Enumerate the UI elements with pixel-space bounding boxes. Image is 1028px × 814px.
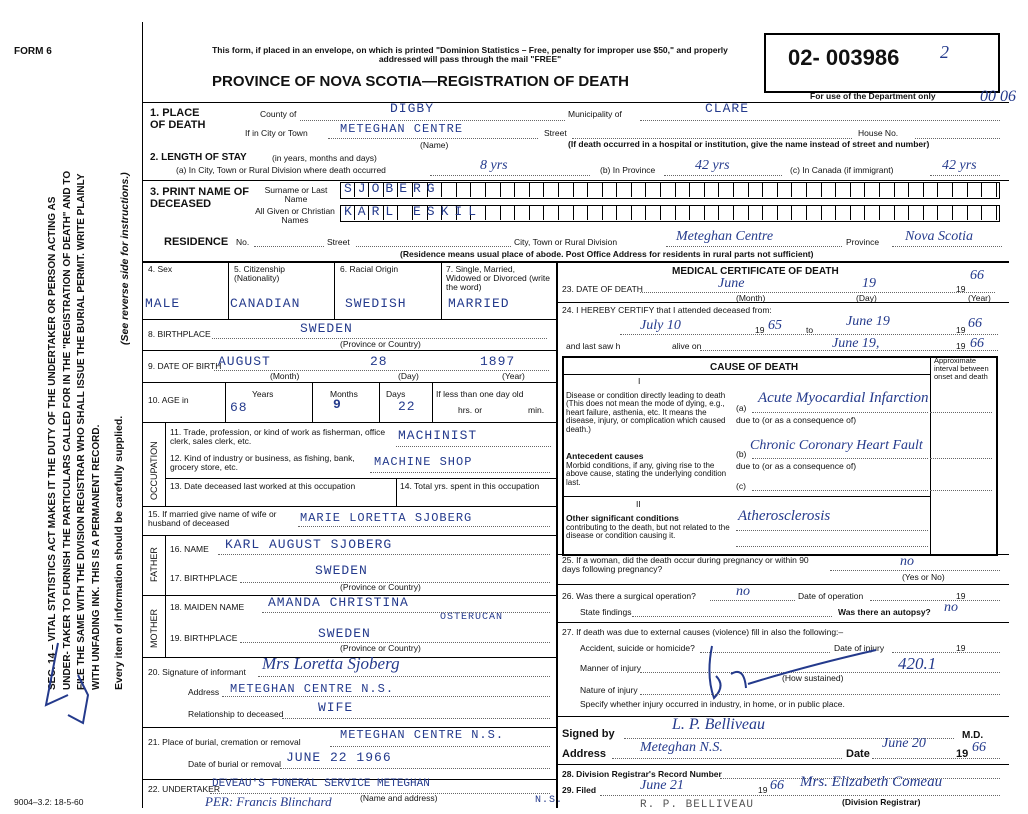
certificate-date-label: Date <box>846 748 870 760</box>
age-less-day-label: If less than one day old <box>436 389 524 399</box>
death-day: 19 <box>862 276 876 291</box>
undertaker-label: 22. UNDERTAKER <box>148 784 220 794</box>
father-birthplace-caption: (Province or Country) <box>340 582 421 592</box>
age-years-value: 68 <box>230 400 248 415</box>
record-number-label: 28. Division Registrar's Record Number <box>562 769 722 779</box>
surgical-operation-label: 26. Was there a surgical operation? <box>562 591 696 601</box>
age-months-value: 9 <box>333 397 342 412</box>
supply-notice: Every item of information should be carefully supplied. <box>113 415 125 690</box>
stay-b-label: (b) In Province <box>600 165 656 175</box>
physician-address-label: Address <box>562 748 607 760</box>
city-value: METEGHAN CENTRE <box>340 122 464 136</box>
certify-label: 24. I HEREBY CERTIFY that I attended deceased from: <box>562 305 772 315</box>
antecedent-note: Morbid conditions, if any, giving rise to the above cause, stating the underlying condition last. <box>566 461 727 487</box>
hospital-note: (If death occurred in a hospital or institution, give the name instead of street and number) <box>568 139 930 149</box>
dept-codes: 00 06 <box>980 88 1016 105</box>
age-months-label: Months <box>330 389 358 399</box>
due-to-a-label: due to (or as a consequence of) <box>736 415 857 425</box>
residence-city-label: City, Town or Rural Division <box>514 237 618 247</box>
disease-label: Disease or condition directly leading to death (This does not mean the mode of dying, e.g., heart failure, asthenia, etc. It means the disease, injury, or complication which caused death.) <box>566 391 726 434</box>
dob-year: 1897 <box>480 354 516 369</box>
age-days-value: 22 <box>398 399 416 414</box>
stay-a-label: (a) In City, Town or Rural Division where death occurred <box>176 165 386 175</box>
registration-number: 02- 003986 <box>788 45 900 70</box>
relationship-label: Relationship to deceased <box>188 709 284 719</box>
due-to-b-label: due to (or as a consequence of) <box>736 461 857 471</box>
last-saw-label: and last saw h <box>566 341 621 351</box>
dept-use-label: For use of the Department only <box>810 91 936 101</box>
form-title: PROVINCE OF NOVA SCOTIA—REGISTRATION OF DEATH <box>212 73 629 90</box>
municipality-value: CLARE <box>705 101 750 116</box>
filed-label: 29. Filed <box>562 785 597 795</box>
residence-province-label: Province <box>846 237 880 247</box>
trade-label: 11. Trade, profession, or kind of work as fisherman, office clerk, sales clerk, etc. <box>170 427 386 446</box>
burial-date-value: JUNE 22 1966 <box>286 750 392 765</box>
given-names-label: All Given or Christian Names <box>255 206 335 225</box>
cause-code: 420.1 <box>898 654 937 673</box>
print-name-label: 3. PRINT NAME OF DECEASED <box>150 186 250 210</box>
racial-origin-label: 6. Racial Origin <box>340 264 399 274</box>
marital-status-value: MARRIED <box>448 296 510 311</box>
other-conditions-note: contributing to the death, but not related to the disease or condition causing it. <box>566 523 730 541</box>
alive-on-label: alive on <box>672 341 702 351</box>
stay-c-value: 42 yrs <box>942 158 977 173</box>
attend-from-year-prefix: 19 <box>755 325 765 335</box>
attend-from: July 10 <box>640 318 681 333</box>
stay-b-value: 42 yrs <box>695 158 730 173</box>
street-label: Street <box>544 128 567 138</box>
mother-maiden-value-2: OSTERUCAN <box>440 612 504 623</box>
burial-date-label: Date of burial or removal <box>188 759 282 769</box>
reverse-instructions: (See reverse side for instructions.) <box>119 172 131 345</box>
dob-year-caption: (Year) <box>502 371 525 381</box>
undertaker-value: DEVEAU'S FUNERAL SERVICE METEGHAN <box>212 778 430 790</box>
mother-side-label: MOTHER <box>149 609 159 648</box>
residence-street-label: Street <box>327 237 350 247</box>
residence-label: RESIDENCE <box>164 236 229 248</box>
trade-value: MACHINIST <box>398 428 478 443</box>
spouse-value: MARIE LORETTA SJOBERG <box>300 511 473 525</box>
last-worked-label: 13. Date deceased last worked at this occupation <box>170 481 356 491</box>
stay-a-value: 8 yrs <box>480 158 508 173</box>
registration-number-suffix: 2 <box>940 42 949 62</box>
registrar-signature: Mrs. Elizabeth Comeau <box>800 774 943 790</box>
other-conditions-value: Atherosclerosis <box>738 508 831 524</box>
filed-year: 66 <box>770 778 784 793</box>
form-number: FORM 6 <box>14 46 52 57</box>
attend-from-year: 65 <box>768 318 782 333</box>
attend-to-label: to <box>806 325 814 335</box>
house-no-label: House No. <box>858 128 899 138</box>
certificate-date-value: June 20 <box>882 736 926 751</box>
cause-of-death-title: CAUSE OF DEATH <box>710 362 799 373</box>
manner-label: Manner of injury <box>580 663 641 673</box>
date-of-death-label: 23. DATE OF DEATH <box>562 284 643 294</box>
informant-signature: Mrs Loretta Sjoberg <box>262 654 400 673</box>
registrar-printed-name: R. P. BELLIVEAU <box>640 799 755 811</box>
surname-value: SJOBERG <box>344 181 441 196</box>
registrar-initial-mark <box>28 635 98 725</box>
autopsy-label: Was there an autopsy? <box>838 607 931 617</box>
mother-maiden-label: 18. MAIDEN NAME <box>170 602 245 612</box>
injury-year-prefix: 19 <box>956 643 966 653</box>
mother-birthplace-caption: (Province or Country) <box>340 643 421 653</box>
part-ii-label: II <box>636 499 641 509</box>
residence-no-label: No. <box>236 237 250 247</box>
given-names-value: KARL ESKIL <box>344 204 483 219</box>
death-month: June <box>718 276 745 291</box>
cause-a-value: Acute Myocardial Infarction <box>758 390 929 406</box>
burial-place-value: METEGHAN CENTRE N.S. <box>340 728 505 742</box>
dob-month-caption: (Month) <box>270 371 300 381</box>
dob-month: AUGUST <box>218 354 271 369</box>
mail-notice: This form, if placed in an envelope, on which is printed "Dominion Statistics – Free, penalty for improper use $50," and properly addressed will pass through the mail "FREE" <box>212 45 728 64</box>
informant-signature-label: 20. Signature of informant <box>148 667 246 677</box>
last-saw-year: 66 <box>970 336 984 351</box>
length-of-stay-note: (in years, months and days) <box>272 153 377 163</box>
racial-origin-value: SWEDISH <box>345 296 407 311</box>
death-year: 66 <box>970 268 984 283</box>
antecedent-label: Antecedent causes <box>566 451 644 461</box>
marital-status-label: 7. Single, Married, Widowed or Divorced (write the word) <box>446 264 550 292</box>
death-year-prefix: 19 <box>956 284 966 294</box>
age-hrs-label: hrs. or <box>458 405 483 415</box>
industry-value: MACHINE SHOP <box>374 455 473 469</box>
autopsy-value: no <box>944 600 958 615</box>
total-years-label: 14. Total yrs. spent in this occupation <box>400 481 540 491</box>
residence-note: (Residence means usual place of abode. Post Office Address for residents in rural parts not sufficient) <box>400 249 814 259</box>
dob-day-caption: (Day) <box>398 371 419 381</box>
attend-to-year-prefix: 19 <box>956 325 966 335</box>
interval-label: Approximate interval between onset and death <box>934 356 989 381</box>
how-sustained-caption: (How sustained) <box>782 673 844 683</box>
age-label: 10. AGE in <box>148 395 189 405</box>
surname-label: Surname or Last Name <box>264 185 328 204</box>
sex-label: 4. Sex <box>148 264 173 274</box>
sex-value: MALE <box>145 296 181 311</box>
pregnancy-label: 25. If a woman, did the death occur during pregnancy or within 90 days following pregnancy? <box>562 555 809 574</box>
death-day-caption: (Day) <box>856 293 877 303</box>
pregnancy-value: no <box>900 554 914 569</box>
external-causes-label: 27. If death was due to external causes (violence) fill in also the following:– <box>562 627 844 637</box>
burial-place-label: 21. Place of burial, cremation or removal <box>148 737 301 747</box>
city-name-caption: (Name) <box>420 140 449 150</box>
age-min-label: min. <box>528 405 545 415</box>
operation-date-label: Date of operation <box>798 591 864 601</box>
other-conditions-label: Other significant conditions <box>566 513 679 523</box>
father-birthplace-label: 17. BIRTHPLACE <box>170 573 238 583</box>
county-value: DIGBY <box>390 101 435 116</box>
mother-maiden-value: AMANDA CHRISTINA <box>268 595 409 610</box>
birthplace-value: SWEDEN <box>300 321 353 336</box>
citizenship-label: 5. Citizenship (Nationality) <box>234 264 286 283</box>
age-days-label: Days <box>386 389 406 399</box>
spouse-label: 15. If married give name of wife or husband of deceased <box>148 509 277 528</box>
relationship-value: WIFE <box>318 700 354 715</box>
accident-label: Accident, suicide or homicide? <box>580 643 695 653</box>
filed-date: June 21 <box>640 778 684 793</box>
stay-c-label: (c) In Canada (if immigrant) <box>790 165 894 175</box>
informant-address-label: Address <box>188 687 220 697</box>
municipality-label: Municipality of <box>568 109 622 119</box>
city-label: If in City or Town <box>245 128 308 138</box>
cause-b-label: (b) <box>736 449 747 459</box>
physician-signature: L. P. Belliveau <box>672 716 766 733</box>
father-name-value: KARL AUGUST SJOBERG <box>225 537 393 552</box>
not-applicable-scribble <box>686 636 886 706</box>
nature-of-injury-label: Nature of injury <box>580 685 638 695</box>
state-findings-label: State findings <box>580 607 632 617</box>
cause-c-label: (c) <box>736 481 746 491</box>
attend-to: June 19 <box>846 314 890 329</box>
cause-a-label: (a) <box>736 403 747 413</box>
physician-address-value: Meteghan N.S. <box>640 740 723 755</box>
occupation-side-label: OCCUPATION <box>149 441 159 500</box>
father-name-label: 16. NAME <box>170 544 209 554</box>
citizenship-value: CANADIAN <box>230 296 301 311</box>
registrar-caption: (Division Registrar) <box>842 797 921 807</box>
undertaker-caption: (Name and address) <box>360 793 438 803</box>
statute-notice: SEC. 14 – VITAL STATISTICS ACT MAKES IT THE DUTY OF THE UNDERTAKER OR PERSON ACTING AS UNDER- TAKER TO FURNISH THE PARTICULARS CALLED FOR IN THE "REGISTRATION OF DEATH" AND TO FILE THE SAME WITH THE DIVISION REGISTRAR WHO SHALL ISSUE THE BURIAL PERMIT. WRITE PLAINLY WITH UNFADING INK. THIS IS A PERMANENT RECORD. <box>47 170 102 690</box>
father-birthplace-value: SWEDEN <box>315 563 368 578</box>
undertaker-value-2: N.S. <box>535 795 564 806</box>
dob-day: 28 <box>370 354 388 369</box>
industry-label: 12. Kind of industry or business, as fishing, bank, grocery store, etc. <box>170 453 355 472</box>
death-month-caption: (Month) <box>736 293 766 303</box>
signed-by-label: Signed by <box>562 728 615 740</box>
attend-to-year: 66 <box>968 316 982 331</box>
dob-label: 9. DATE OF BIRTH <box>148 361 222 371</box>
pregnancy-caption: (Yes or No) <box>902 572 945 582</box>
certificate-year: 66 <box>972 740 986 755</box>
birthplace-label: 8. BIRTHPLACE <box>148 329 211 339</box>
residence-city-value: Meteghan Centre <box>676 229 774 244</box>
injury-date-label: Date of injury <box>834 643 885 653</box>
part-i-label: I <box>638 376 641 386</box>
length-of-stay-label: 2. LENGTH OF STAY <box>150 152 247 163</box>
place-of-death-label: 1. PLACE OF DEATH <box>150 107 206 131</box>
informant-address-value: METEGHAN CENTRE N.S. <box>230 682 395 696</box>
specify-injury-label: Specify whether injury occurred in industry, in home, or in public place. <box>580 699 845 709</box>
undertaker-per: PER: Francis Blinchard <box>205 794 332 809</box>
cause-b-value: Chronic Coronary Heart Fault <box>750 438 923 453</box>
age-years-label: Years <box>252 389 274 399</box>
surgical-operation-value: no <box>736 584 750 599</box>
medical-certificate-title: MEDICAL CERTIFICATE OF DEATH <box>672 266 839 277</box>
last-saw-year-prefix: 19 <box>956 341 966 351</box>
operation-year-prefix: 19 <box>956 591 966 601</box>
residence-province-value: Nova Scotia <box>905 229 974 244</box>
death-year-caption: (Year) <box>968 293 991 303</box>
form-code: 9004–3.2: 18-5-60 <box>14 797 84 807</box>
birthplace-caption: (Province or Country) <box>340 339 421 349</box>
mother-birthplace-label: 19. BIRTHPLACE <box>170 633 238 643</box>
county-label: County of <box>260 109 297 119</box>
mother-birthplace-value: SWEDEN <box>318 626 371 641</box>
father-side-label: FATHER <box>149 547 159 582</box>
filed-year-prefix: 19 <box>758 785 768 795</box>
certificate-year-prefix: 19 <box>956 748 969 760</box>
md-label: M.D. <box>962 730 984 741</box>
last-saw-date: June 19, <box>832 336 880 351</box>
